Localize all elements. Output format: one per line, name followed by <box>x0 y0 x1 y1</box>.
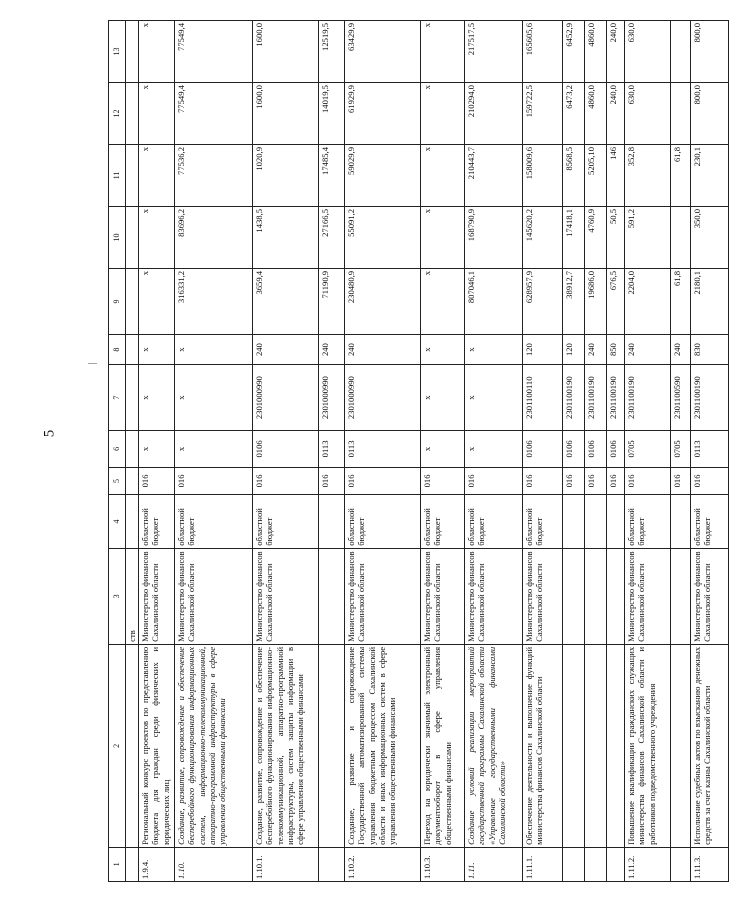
amount-cell: x <box>139 21 175 83</box>
budget-code-cell: 240 <box>585 335 607 365</box>
amount-cell: x <box>421 21 465 83</box>
amount-cell: 217517,5 <box>465 21 523 83</box>
event-name-cell: Обеспечение деятельности и выполнение функций министерства финансов Сахалинской области <box>523 644 563 847</box>
amount-cell: 77536,2 <box>175 145 253 207</box>
budget-code-cell: x <box>421 335 465 365</box>
margin-mark: — <box>88 358 97 368</box>
amount-cell: 63429,9 <box>345 21 421 83</box>
budget-code-cell <box>126 431 139 467</box>
budget-code-cell: 0106 <box>523 431 563 467</box>
row-number-cell <box>607 847 625 881</box>
responsible-cell: Министерство финансов Сахалинской области <box>139 548 175 644</box>
col-10-header: 10 <box>109 206 126 268</box>
row-number-cell: 1.9.4. <box>139 847 175 881</box>
amount-cell: 159722,5 <box>523 83 563 145</box>
amount-cell: 1438,5 <box>253 206 319 268</box>
funding-source-cell: областной бюджет <box>625 495 671 548</box>
amount-cell: 352,8 <box>625 145 671 207</box>
amount-cell <box>126 21 139 83</box>
table-row <box>625 21 671 882</box>
col-11-header: 11 <box>109 145 126 207</box>
event-name-cell: Исполнение судебных актов по взысканию денежных средств за счет казны Сахалинской области <box>691 644 729 847</box>
amount-cell: 240,0 <box>607 83 625 145</box>
amount-cell: 83696,2 <box>175 206 253 268</box>
budget-code-cell: x <box>465 431 523 467</box>
amount-cell: 12519,5 <box>319 21 345 83</box>
col-6-header: 6 <box>109 431 126 467</box>
budget-code-cell: 016 <box>671 467 691 495</box>
amount-cell: x <box>421 206 465 268</box>
responsible-cell: Министерство финансов Сахалинской области <box>253 548 319 644</box>
row-number-cell: 1.11.3. <box>691 847 729 881</box>
funding-source-cell: областной бюджет <box>139 495 175 548</box>
budget-code-cell: 2301000990 <box>345 365 421 431</box>
amount-cell: 145620,2 <box>523 206 563 268</box>
amount-cell: 800,0 <box>691 83 729 145</box>
amount-cell: 55091,2 <box>345 206 421 268</box>
amount-cell: 165605,6 <box>523 21 563 83</box>
funding-source-cell: областной бюджет <box>523 495 563 548</box>
budget-code-cell: x <box>465 365 523 431</box>
responsible-cell <box>319 548 345 644</box>
responsible-cell <box>563 548 585 644</box>
budget-code-cell: 016 <box>691 467 729 495</box>
amount-cell: 168790,9 <box>465 206 523 268</box>
amount-cell: 61929,9 <box>345 83 421 145</box>
amount-cell <box>126 145 139 207</box>
amount-cell <box>126 268 139 334</box>
table-row <box>563 21 585 882</box>
event-name-cell: Создание, развитие и сопровождение Государственной автоматизированной системы управления бюджетным процессом Сахалинской области и иных информационных систем в сфере управления общественными финансами <box>345 644 421 847</box>
budget-code-cell: 0106 <box>585 431 607 467</box>
page-number: 5 <box>41 429 58 438</box>
row-number-cell: 1.10.2. <box>345 847 421 881</box>
amount-cell: 6452,9 <box>563 21 585 83</box>
amount-cell: 19686,0 <box>585 268 607 334</box>
amount-cell: 591,2 <box>625 206 671 268</box>
funding-source-cell <box>126 495 139 548</box>
budget-code-cell: 2301000990 <box>319 365 345 431</box>
amount-cell: 628957,9 <box>523 268 563 334</box>
budget-code-cell: x <box>421 431 465 467</box>
funding-source-cell: областной бюджет <box>691 495 729 548</box>
amount-cell: x <box>421 83 465 145</box>
responsible-cell: Министерство финансов Сахалинской области <box>345 548 421 644</box>
table-row <box>585 21 607 882</box>
table-row <box>523 21 563 882</box>
table-row <box>691 21 729 882</box>
responsible-cell <box>607 548 625 644</box>
budget-code-cell: 0106 <box>253 431 319 467</box>
table-row <box>345 21 421 882</box>
budget-code-cell: 2301100110 <box>523 365 563 431</box>
row-number-cell <box>585 847 607 881</box>
budget-code-cell: 240 <box>345 335 421 365</box>
table-row <box>421 21 465 882</box>
amount-cell: 77549,4 <box>175 21 253 83</box>
amount-cell: 3659,4 <box>253 268 319 334</box>
budget-code-cell: 120 <box>523 335 563 365</box>
budget-code-cell: 0113 <box>691 431 729 467</box>
budget-code-cell <box>126 365 139 431</box>
budget-code-cell: 2301100190 <box>691 365 729 431</box>
budget-code-cell: 2301100190 <box>585 365 607 431</box>
amount-cell: 2180,1 <box>691 268 729 334</box>
budget-code-cell: 016 <box>563 467 585 495</box>
amount-cell: 1600,0 <box>253 21 319 83</box>
table-row <box>319 21 345 882</box>
budget-code-cell: x <box>139 335 175 365</box>
responsible-cell: Министерство финансов Сахалинской области <box>175 548 253 644</box>
row-number-cell <box>319 847 345 881</box>
budget-code-cell: 240 <box>319 335 345 365</box>
event-name-cell <box>671 644 691 847</box>
amount-cell <box>126 83 139 145</box>
amount-cell: 6473,2 <box>563 83 585 145</box>
responsible-cell: Министерство финансов Сахалинской области <box>523 548 563 644</box>
col-9-header: 9 <box>109 268 126 334</box>
table-row <box>607 21 625 882</box>
amount-cell: 800,0 <box>691 21 729 83</box>
responsible-cell <box>585 548 607 644</box>
budget-code-cell: 120 <box>563 335 585 365</box>
amount-cell: 240,0 <box>607 21 625 83</box>
event-name-cell: Переход на юридически значимый электронный документооборот в сфере управления общественными финансами <box>421 644 465 847</box>
amount-cell: 210294,0 <box>465 83 523 145</box>
amount-cell: 4860,0 <box>585 21 607 83</box>
event-name-cell <box>126 644 139 847</box>
row-number-cell: 1.10.3. <box>421 847 465 881</box>
budget-code-cell: x <box>175 365 253 431</box>
budget-code-cell: 016 <box>523 467 563 495</box>
row-number-cell <box>563 847 585 881</box>
funding-source-cell <box>607 495 625 548</box>
amount-cell: 61,8 <box>671 145 691 207</box>
amount-cell: 1600,0 <box>253 83 319 145</box>
budget-code-cell: 240 <box>253 335 319 365</box>
budget-code-cell: 016 <box>625 467 671 495</box>
responsible-cell: Министерство финансов Сахалинской области <box>691 548 729 644</box>
event-name-cell: Создание, развитие, сопровождение и обеспечение бесперебойного функционирования информационно-телекоммуникационной, аппаратно-программной инфраструктуры, систем защиты информации в сфере управления общественными финансами <box>253 644 319 847</box>
row-number-cell: 1.10.1. <box>253 847 319 881</box>
amount-cell: 158009,6 <box>523 145 563 207</box>
amount-cell: x <box>139 206 175 268</box>
amount-cell <box>126 206 139 268</box>
amount-cell: 17418,1 <box>563 206 585 268</box>
col-13-header: 13 <box>109 21 126 83</box>
row-number-cell: 1.11.1. <box>523 847 563 881</box>
amount-cell: 146 <box>607 145 625 207</box>
budget-code-cell: 016 <box>319 467 345 495</box>
responsible-cell: Министерство финансов Сахалинской области <box>465 548 523 644</box>
budget-code-cell: x <box>175 335 253 365</box>
budget-code-cell: 0113 <box>319 431 345 467</box>
amount-cell: 676,5 <box>607 268 625 334</box>
budget-code-cell: 240 <box>671 335 691 365</box>
budget-code-cell: x <box>139 365 175 431</box>
budget-code-cell: 2301000990 <box>253 365 319 431</box>
funding-source-cell: областной бюджет <box>421 495 465 548</box>
table-row <box>671 21 691 882</box>
budget-code-cell: 016 <box>421 467 465 495</box>
amount-cell: 316331,2 <box>175 268 253 334</box>
amount-cell: 350,0 <box>691 206 729 268</box>
table-row <box>253 21 319 882</box>
amount-cell: 77549,4 <box>175 83 253 145</box>
budget-code-cell: 0113 <box>345 431 421 467</box>
col-4-header: 4 <box>109 495 126 548</box>
event-name-cell <box>607 644 625 847</box>
funding-source-cell <box>319 495 345 548</box>
responsible-cell: Министерство финансов Сахалинской области <box>625 548 671 644</box>
amount-cell: 4760,9 <box>585 206 607 268</box>
budget-code-cell: 016 <box>175 467 253 495</box>
budget-code-cell: 2301100190 <box>563 365 585 431</box>
budget-code-cell: 016 <box>253 467 319 495</box>
budget-code-cell: 0106 <box>607 431 625 467</box>
amount-cell: 1020,9 <box>253 145 319 207</box>
budget-code-cell: 2301100190 <box>607 365 625 431</box>
amount-cell: 630,0 <box>625 83 671 145</box>
event-name-cell <box>563 644 585 847</box>
amount-cell: 807046,1 <box>465 268 523 334</box>
budget-code-cell: x <box>175 431 253 467</box>
col-5-header: 5 <box>109 467 126 495</box>
budget-code-cell: 240 <box>625 335 671 365</box>
budget-code-cell: 016 <box>345 467 421 495</box>
amount-cell: 59029,9 <box>345 145 421 207</box>
event-name-cell <box>319 644 345 847</box>
funding-source-cell: областной бюджет <box>345 495 421 548</box>
row-number-cell: 1.11.2. <box>625 847 671 881</box>
amount-cell: 14019,5 <box>319 83 345 145</box>
budget-code-cell: x <box>139 431 175 467</box>
amount-cell: 61,8 <box>671 268 691 334</box>
budget-code-cell: 016 <box>465 467 523 495</box>
amount-cell: 8568,5 <box>563 145 585 207</box>
row-number-cell: 1.11. <box>465 847 523 881</box>
amount-cell: 5205,10 <box>585 145 607 207</box>
col-8-header: 8 <box>109 335 126 365</box>
budget-code-cell: 2301100190 <box>625 365 671 431</box>
table-row <box>465 21 523 882</box>
amount-cell: 4860,0 <box>585 83 607 145</box>
table-row <box>175 21 253 882</box>
budget-code-cell: 016 <box>139 467 175 495</box>
col-2-header: 2 <box>109 644 126 847</box>
amount-cell: x <box>139 268 175 334</box>
funding-source-cell: областной бюджет <box>253 495 319 548</box>
funding-source-cell <box>671 495 691 548</box>
col-12-header: 12 <box>109 83 126 145</box>
amount-cell <box>671 21 691 83</box>
amount-cell: 630,0 <box>625 21 671 83</box>
amount-cell <box>671 206 691 268</box>
budget-code-cell: x <box>465 335 523 365</box>
budget-code-cell <box>126 467 139 495</box>
funding-source-cell: областной бюджет <box>175 495 253 548</box>
budget-code-cell: 2301100590 <box>671 365 691 431</box>
header-row <box>109 21 126 882</box>
event-name-cell <box>585 644 607 847</box>
budget-table <box>108 20 729 882</box>
amount-cell: 17485,4 <box>319 145 345 207</box>
row-number-cell <box>671 847 691 881</box>
event-name-cell: Повышение квалификации гражданских служащих министерства финансов Сахалинской области и работников подведомственного учреждения <box>625 644 671 847</box>
amount-cell: 71190,9 <box>319 268 345 334</box>
amount-cell: x <box>139 83 175 145</box>
table-row <box>139 21 175 882</box>
amount-cell <box>671 83 691 145</box>
row-number-cell <box>126 847 139 881</box>
event-name-cell: Создание, развитие, сопровождение и обеспечение бесперебойного функционирования информационных систем, информационно-телекоммуникационной, аппаратно-программной инфраструктуры в сфере управления общественными финансами <box>175 644 253 847</box>
col-3-header: 3 <box>109 548 126 644</box>
amount-cell: 230,1 <box>691 145 729 207</box>
amount-cell: x <box>421 268 465 334</box>
responsible-cell: ств <box>126 548 139 644</box>
budget-code-cell: 850 <box>607 335 625 365</box>
amount-cell: x <box>139 145 175 207</box>
row-number-cell: 1.10. <box>175 847 253 881</box>
budget-code-cell: 016 <box>607 467 625 495</box>
funding-source-cell: областной бюджет <box>465 495 523 548</box>
budget-code-cell <box>126 335 139 365</box>
budget-code-cell: 0106 <box>563 431 585 467</box>
event-name-cell: Создание условий реализации мероприятий государственной программы Сахалинской области «Управление государственными финансами Сахалинской области» <box>465 644 523 847</box>
responsible-cell <box>671 548 691 644</box>
col-1-header: 1 <box>109 847 126 881</box>
col-7-header: 7 <box>109 365 126 431</box>
amount-cell: 210443,7 <box>465 145 523 207</box>
event-name-cell: Региональный конкурс проектов по представлению бюджета для граждан среди физических и юридических лиц <box>139 644 175 847</box>
responsible-cell: Министерство финансов Сахалинской области <box>421 548 465 644</box>
rotated-table-container <box>108 20 713 882</box>
budget-code-cell: 016 <box>585 467 607 495</box>
amount-cell: 50,5 <box>607 206 625 268</box>
amount-cell: 2204,0 <box>625 268 671 334</box>
amount-cell: x <box>421 145 465 207</box>
budget-code-cell: x <box>421 365 465 431</box>
funding-source-cell <box>563 495 585 548</box>
amount-cell: 230480,9 <box>345 268 421 334</box>
amount-cell: 38912,7 <box>563 268 585 334</box>
budget-code-cell: 0705 <box>625 431 671 467</box>
amount-cell: 27166,5 <box>319 206 345 268</box>
funding-source-cell <box>585 495 607 548</box>
budget-code-cell: 0705 <box>671 431 691 467</box>
budget-code-cell: 830 <box>691 335 729 365</box>
table-row <box>126 21 139 882</box>
